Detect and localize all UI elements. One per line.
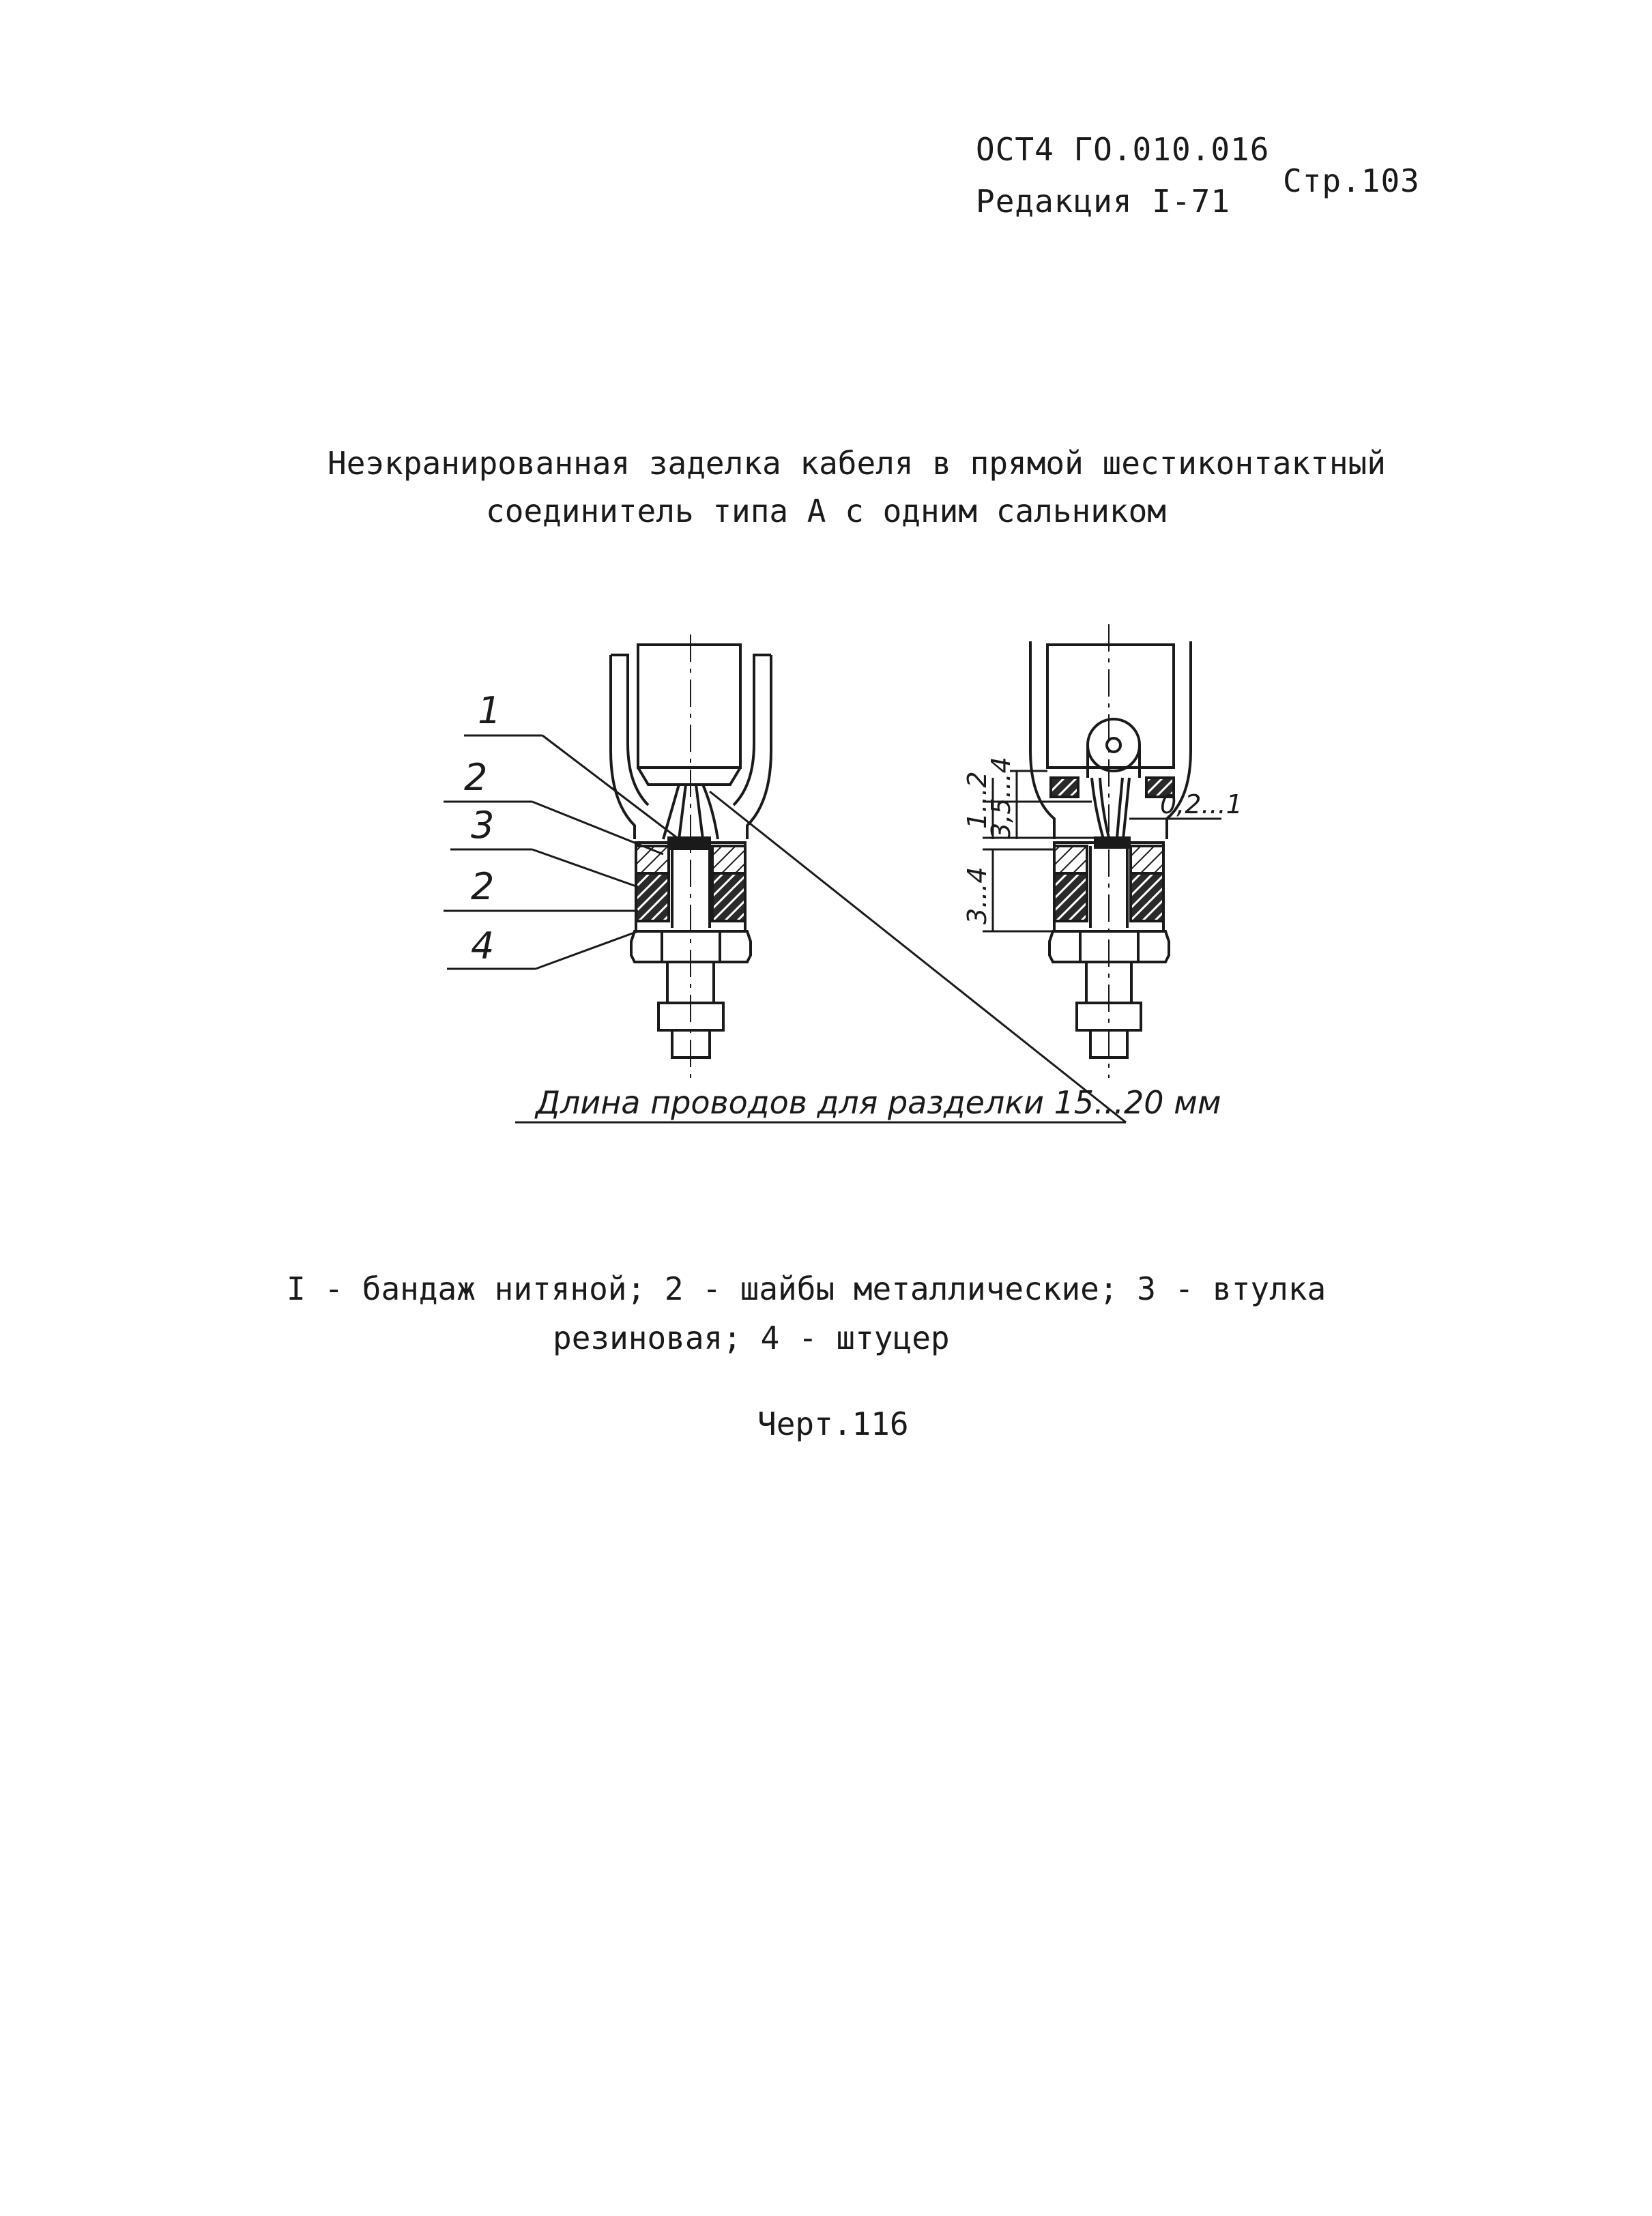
wire-length-note: Длина проводов для разделки 15...20 мм [536,1084,1221,1121]
dim-1-2: 1...2 [962,771,992,829]
callout-2a: 2 [464,756,488,799]
callout-4: 4 [471,924,495,967]
dim-3-4: 3...4 [962,866,992,924]
callout-1: 1 [478,689,502,732]
callout-2b: 2 [471,865,495,908]
legend-line-1: I - бандаж нитяной; 2 - шайбы металлические; 3 - втулка [287,1270,1327,1307]
dim-0-2-1: 0,2...1 [1160,789,1243,819]
figure-title-line-2: соединитель типа А с одним сальником [486,493,1166,529]
legend-line-2: резиновая; 4 - штуцер [553,1320,950,1356]
figure-caption: Черт.116 [757,1405,909,1442]
left-callout-leaders [444,735,1126,1122]
left-connector-view [611,635,771,1078]
document-edition: Редакция I-71 [976,183,1231,220]
right-connector-view [1030,624,1191,1078]
figure-title-line-1: Неэкранированная заделка кабеля в прямой шестиконтактный [328,445,1386,482]
document-code: ОСТ4 ГО.010.016 [976,131,1270,168]
dim-3-5-4: 3,5...4 [986,757,1016,839]
page-number: Стр.103 [1283,162,1420,199]
callout-3: 3 [471,804,495,847]
left-callout-labels [464,689,501,967]
